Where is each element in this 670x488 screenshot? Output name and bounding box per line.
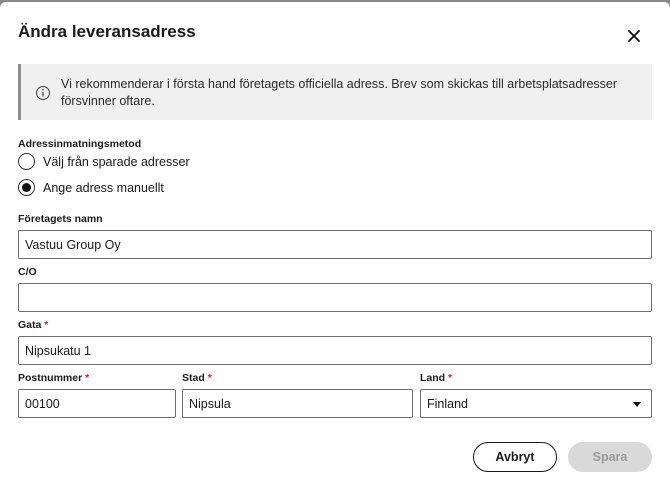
- radio-saved-addresses[interactable]: [18, 153, 190, 170]
- required-mark: *: [85, 372, 90, 384]
- info-banner: [18, 64, 652, 120]
- street-label: [18, 319, 48, 331]
- postal-code-value: 00100: [25, 396, 60, 411]
- radio-manual-address[interactable]: [18, 179, 164, 196]
- required-mark: *: [448, 372, 453, 384]
- city-label: [182, 372, 212, 384]
- street-input[interactable]: [18, 336, 652, 365]
- cancel-button[interactable]: Avbryt: [473, 442, 557, 472]
- postal-code-label-text: Postnummer: [18, 372, 83, 384]
- close-icon: [628, 30, 640, 42]
- close-button[interactable]: [622, 24, 646, 48]
- company-name-value: Vastuu Group Oy: [25, 237, 121, 252]
- info-icon: [35, 85, 51, 101]
- save-button[interactable]: Spara: [568, 442, 652, 472]
- postal-code-input[interactable]: [18, 389, 176, 418]
- co-input[interactable]: [18, 283, 652, 312]
- required-mark: *: [44, 319, 49, 331]
- country-label: [420, 372, 452, 384]
- radio-selected-dot: [22, 183, 31, 192]
- change-delivery-address-dialog: [0, 2, 670, 488]
- city-label-text: Stad: [182, 372, 205, 384]
- co-label: C/O: [18, 266, 37, 278]
- country-select[interactable]: [420, 389, 652, 418]
- radio-button-selected[interactable]: [18, 179, 35, 196]
- street-label-text: Gata: [18, 319, 42, 331]
- postal-code-label: [18, 372, 89, 384]
- address-method-label: Adressinmatningsmetod: [18, 138, 142, 150]
- country-label-text: Land: [420, 372, 446, 384]
- city-input[interactable]: [182, 389, 413, 418]
- city-value: Nipsula: [189, 396, 231, 411]
- country-value: Finland: [427, 396, 468, 411]
- company-name-input[interactable]: [18, 230, 652, 259]
- radio-manual-address-label: Ange adress manuellt: [43, 180, 164, 195]
- street-value: Nipsukatu 1: [25, 343, 92, 358]
- radio-saved-addresses-label: Välj från sparade adresser: [43, 154, 190, 169]
- company-name-label: Företagets namn: [18, 213, 103, 225]
- caret-down-icon: [633, 402, 641, 407]
- required-mark: *: [207, 372, 212, 384]
- dialog-title: Ändra leveransadress: [18, 22, 196, 41]
- info-text: Vi rekommenderar i första hand företagets officiella adress. Brev som skickas till arbetsplatsadresser försvinner oftare.: [61, 77, 618, 108]
- radio-button-unselected[interactable]: [18, 153, 35, 170]
